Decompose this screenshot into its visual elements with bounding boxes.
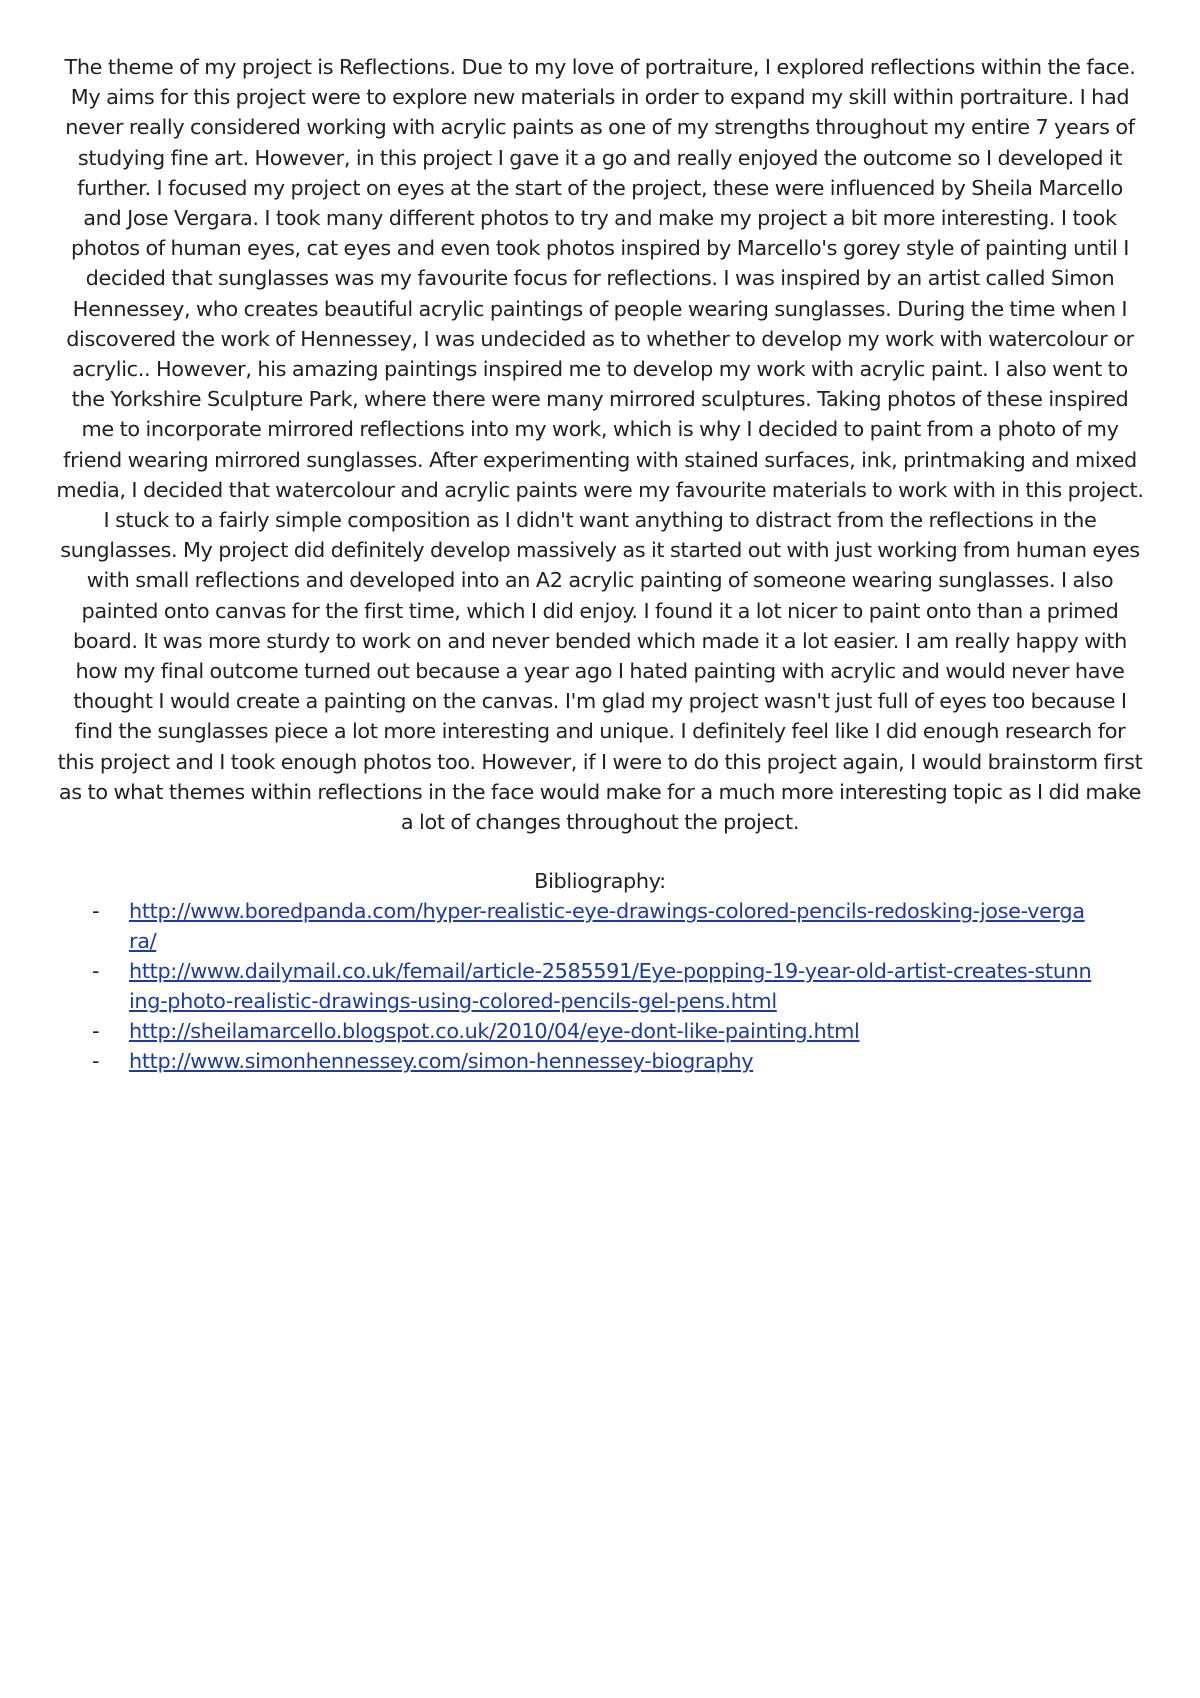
list-bullet: - bbox=[92, 1019, 100, 1043]
bibliography-heading: Bibliography: bbox=[534, 869, 666, 893]
bibliography-link-dailymail[interactable]: http://www.dailymail.co.uk/femail/article-2585591/Eye-popping-19-year-old-artist-creates-stunning-photo-realistic-drawings-using-colored-pencils-gel-pens.html bbox=[129, 959, 1092, 1013]
list-bullet: - bbox=[92, 959, 100, 983]
bibliography-item bbox=[92, 956, 1092, 1016]
list-bullet: - bbox=[92, 1049, 100, 1073]
bibliography-item bbox=[92, 1016, 1092, 1046]
bibliography-link-sheilamarcello[interactable]: http://sheilamarcello.blogspot.co.uk/2010/04/eye-dont-like-painting.html bbox=[129, 1019, 860, 1043]
list-bullet: - bbox=[92, 899, 100, 923]
bibliography-item bbox=[92, 896, 1092, 956]
essay-paragraph: The theme of my project is Reflections. Due to my love of portraiture, I explored reflections within the face. My aims for this project were to explore new materials in order to expand my skill within portraiture. I had never really considered working with acrylic paints as one of my strengths throughout my entire 7 years of studying fine art. However, in this project I gave it a go and really enjoyed the outcome so I developed it further. I focused my project on eyes at the start of the project, these were influenced by Sheila Marcello and Jose Vergara. I took many different photos to try and make my project a bit more interesting. I took photos of human eyes, cat eyes and even took photos inspired by Marcello's gorey style of painting until I decided that sunglasses was my favourite focus for reflections. I was inspired by an artist called Simon Hennessey, who creates beautiful acrylic paintings of people wearing sunglasses. During the time when I discovered the work of Hennessey, I was undecided as to whether to develop my work with watercolour or acrylic.. However, his amazing paintings inspired me to develop my work with acrylic paint. I also went to the Yorkshire Sculpture Park, where there were many mirrored sculptures. Taking photos of these inspired me to incorporate mirrored reflections into my work, which is why I decided to paint from a photo of my friend wearing mirrored sunglasses. After experimenting with stained surfaces, ink, printmaking and mixed media, I decided that watercolour and acrylic paints were my favourite materials to work with in this project. I stuck to a fairly simple composition as I didn't want anything to distract from the reflections in the sunglasses. My project did definitely develop massively as it started out with just working from human eyes with small reflections and developed into an A2 acrylic painting of someone wearing sunglasses. I also painted onto canvas for the first time, which I did enjoy. I found it a lot nicer to paint onto than a primed board. It was more sturdy to work on and never bended which made it a lot easier. I am really happy with how my final outcome turned out because a year ago I hated painting with acrylic and would never have thought I would create a painting on the canvas. I'm glad my project wasn't just full of eyes too because I find the sunglasses piece a lot more interesting and unique. I definitely feel like I did enough research for this project and I took enough photos too. However, if I were to do this project again, I would brainstorm first as to what themes within reflections in the face would make for a much more interesting topic as I did make a lot of changes throughout the project. bbox=[56, 55, 1144, 835]
bibliography-link-boredpanda[interactable]: http://www.boredpanda.com/hyper-realistic-eye-drawings-colored-pencils-redosking-jose-vergara/ bbox=[129, 899, 1085, 953]
bibliography-item bbox=[92, 1046, 1092, 1076]
bibliography-link-simonhennessey[interactable]: http://www.simonhennessey.com/simon-hennessey-biography bbox=[129, 1049, 754, 1073]
bibliography-list bbox=[92, 896, 1092, 1076]
